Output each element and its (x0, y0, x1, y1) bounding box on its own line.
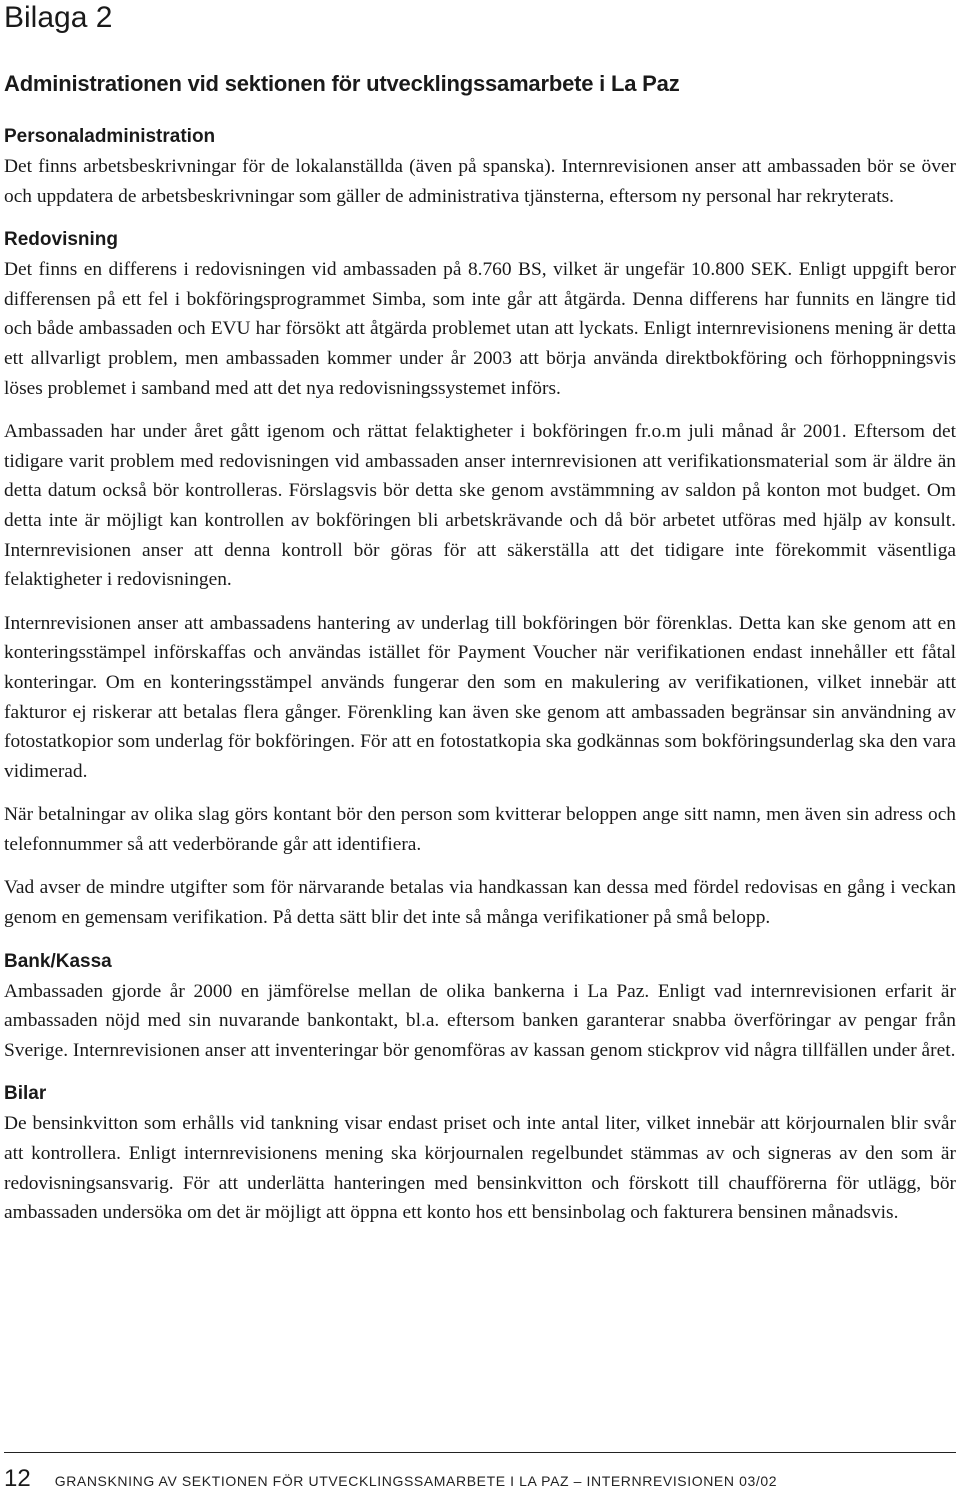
document-subtitle: Administrationen vid sektionen för utvecklingssamarbete i La Paz (4, 71, 680, 96)
paragraph-redovisning-3: Internrevisionen anser att ambassadens hantering av underlag till bokföringen bör förenklas. Detta kan ske genom att en konteringsstämpel införskaffas och användas istället för Payment Voucher när verifikationen endast innehåller ett fåtal konteringar. Om en konteringsstämpel används fungerar den som en makulering av verifikationen, vilket innebär att fakturor ej riskerar att betalas flera gånger. Förenkling kan även ske genom att ambassaden begränsar sin användning av fotostatkopior som underlag för bokföringen. För att en fotostatkopia ska godkännas som bokföringsunderlag ska den vara vidimerad. (4, 612, 956, 782)
footer-running-title: GRANSKNING AV SEKTIONEN FÖR UTVECKLINGSSAMARBETE I LA PAZ – INTERNREVISIONEN 03/02 (54, 1473, 778, 1489)
paragraph-bilar-1: De bensinkvitton som erhålls vid tankning visar endast priset och inte antal liter, vilket innebär att körjournalen blir svår att kontrollera. Enligt internrevisionens mening ska körjournalen regelbundet stämmas av och signeras av den som är redovisningsansvarig. För att underlätta hanteringen med bensinkvitton och förskott till chaufförerna för utlägg, bör ambassaden undersöka om det är möjligt att öppna ett konto hos ett bensinbolag och fakturera bensinen månadsvis. (4, 1113, 956, 1224)
section-bilar (4, 1079, 956, 1227)
document-body (4, 122, 956, 1228)
section-heading-personal: Personaladministration (4, 126, 216, 147)
footer-divider (4, 1452, 956, 1453)
section-heading-bilar: Bilar (4, 1083, 47, 1105)
page-number: 12 (4, 1465, 31, 1492)
paragraph-personal-1: Det finns arbetsbeskrivningar för de lokalanställda (även på spanska). Internrevisionen anser att ambassaden bör se över och uppdatera de arbetsbeskrivningar som gäller de administrativa tjänsterna, eftersom ny personal har rekryterats. (4, 156, 956, 207)
paragraph-bank-1: Ambassaden gjorde år 2000 en jämförelse mellan de olika bankerna i La Paz. Enligt vad internrevisionen erfarit är ambassaden nöjd med sin nuvarande bankontakt, bl.a. eftersom banken garanterar snabba överföringar av pengar från Sverige. Internrevisionen anser att inventeringar bör genomföras av kassan genom stickprov vid några tillfällen under året. (4, 980, 956, 1061)
page-footer (4, 1466, 956, 1494)
paragraph-redovisning-4: När betalningar av olika slag görs kontant bör den person som kvitterar beloppen ange sitt namn, men även sin adress och telefonnummer så att vederbörande går att identifiera. (4, 804, 956, 855)
section-heading-bank: Bank/Kassa (4, 950, 112, 972)
section-bank-kassa (4, 947, 956, 1066)
paragraph-redovisning-2: Ambassaden har under året gått igenom och rättat felaktigheter i bokföringen fr.o.m juli månad år 2001. Eftersom det tidigare varit problem med redovisningen vid ambassaden anser internrevisionen att verifikationsmaterial som är äldre än detta datum också bör kontrolleras. Förslagsvis bör detta ske genom avstämmning av saldon på konton mot budget. Om detta inte är möjligt kan kontrollen av bokföringen bli arbetskrävande och då bör arbetet utföras med hjälp av konsult. Internrevisionen anser att denna kontroll bör göras för att säkerställa att det tidigare inte förekommit väsentliga felaktigheter i redovisningen. (4, 421, 956, 591)
paragraph-redovisning-1: Det finns en differens i redovisningen vid ambassaden på 8.760 BS, vilket är ungefär 10.800 SEK. Enligt uppgift beror differensen på ett fel i bokföringsprogrammet Simba, som inte går att åtgärda. Denna differens har funnits en längre tid och både ambassaden och EVU har försökt att åtgärda problemet utan att lyckats. Enligt internrevisionens mening är detta ett allvarligt problem, men ambassaden kommer under år 2003 att börja använda direktbokföring och förhoppningsvis löses problemet i samband med att det nya redovisningssystemet införs. (4, 259, 956, 399)
page-title: Bilaga 2 (4, 1, 113, 34)
section-heading-redovisning: Redovisning (4, 229, 119, 251)
paragraph-redovisning-5: Vad avser de mindre utgifter som för närvarande betalas via handkassan kan dessa med fördel redovisas en gång i veckan genom en gemensam verifikation. På detta sätt blir det inte så många verifikationer på små belopp. (4, 877, 956, 929)
section-redovisning (4, 225, 956, 932)
section-personaladministration (4, 122, 956, 211)
